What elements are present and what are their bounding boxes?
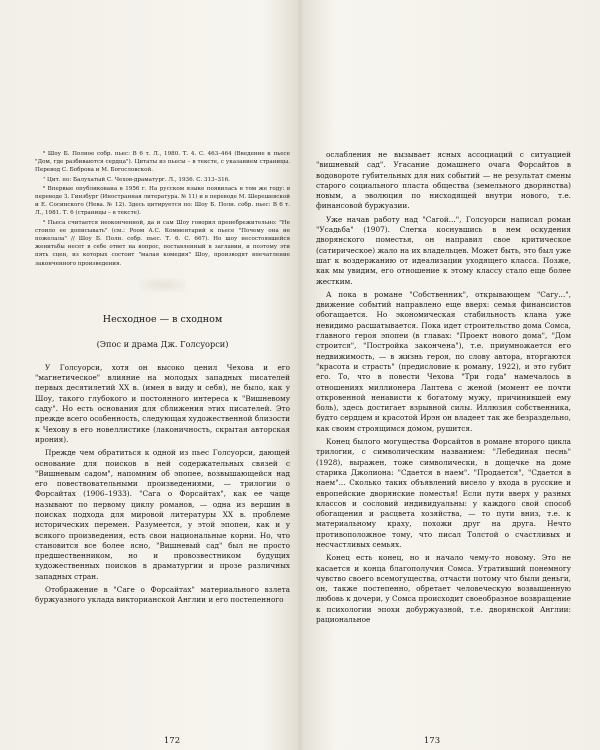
paragraph: Прежде чем обратиться к одной из пьес Голсуорси, дающей основание для поисков в ней содержательных связей с "Вишневым садом", напомним об эпопее, возвышающейся над его повествовательными произведениями, — трилогии о Форсайтах (1906–1933). "Сага о Форсайтах", как ее чаще называют по первому циклу романов, — одна из вершин в поисках подхода для мировой литературы XX в. проблеме исторических перемен. Разумеется, у этой эпопеи, как и у всякого произведения, есть свои национальные корни. Но, что становится все более ясно, "Вишневый сад" был не просто предшественником, но и провозвестником будущих художественных поисков в драматургии и прозе различных западных стран. — [35, 448, 290, 581]
paragraph: У Голсуорси, хотя он высоко ценил Чехова и его "магнетическое" влияние на молодых западных писателей первых десятилетий XX в. (имея в виду и себя), не было, как у Шоу, такого глубокого и постоянного интереса к "Вишневому саду". Но есть основания для сближения этих писателей. Это прежде всего особенность, следующая художественной близости к Чехову в его новеллистике (лаконичность, скрытая авторская ирония). — [35, 362, 290, 444]
paragraph: А пока в романе "Собственник", открывающем "Сагу...", движение событий направлено еще вверх: семья финансистов обогащается. Но экономическая стабильность клана уже невидимо расшатывается. Пока идет строительство дома Сомса, главного героя эпопеи (в главах: "Проект нового дома", "Дом строится", "Постройка закончена"), т.е. приумножается его недвижимость, — в жизнь героя, по слову автора, вторгаются "красота и страсть" (предисловие к роману, 1922), и это губит его. То, что в повести Чехова "Три года" намечалось в отношениях миллионера Лаптева с женой (момент ее почти откровенной ненависти к богатому мужу, причинившей ему боль), здесь достигает взрывной силы. Иллюзия собственника, будто сердцем и красотой Ирэн он владеет так же безраздельно, как своим строящимся домом, рушится. — [316, 289, 571, 433]
chapter-subheading: (Эпос и драма Дж. Голсуорси) — [96, 338, 229, 349]
footnote: ⁹ Пьеса считается неоконченной, да и сам Шоу говорил пренебрежительно: "Не стоило ее дописывать" (см.: Роом А.С. Комментарий к пьесе "Почему она не пожелала" // Шоу Б. Полн. собр. пьес. Т. 6. С. 667). Но шоу несостоявшейся женитьбы несет в себе ответ на вопрос, поставленный в заглавии, и поэтому эти пять сцен, из которых состоит "малая комедия" Шоу, производят впечатление законченного произведения. — [35, 219, 290, 267]
footnote: ⁷ Цит. по: Балухатый С. Чехов-драматург. Л., 1936. С. 313–316. — [43, 176, 230, 183]
right-body-text — [316, 150, 571, 625]
page-number-right: 173 — [423, 736, 441, 746]
right-page — [316, 150, 571, 625]
page-number-left: 172 — [163, 736, 181, 746]
footnote: ⁶ Шоу Б. Полное собр. пьес: В 6 т. Л., 1980. Т. 4. С. 463–464 (Введение к пьесе "Дом, где разбиваются сердца"). Цитаты из пьесы – в тексте, с указанием страницы. Перевод С. Боброва и М. Богословской. — [35, 151, 290, 174]
footnote: ⁸ Впервые опубликована в 1956 г. На русском языке появилась в том же году: в переводе З. Гинзбург (Иностранная литература. № 11) и в переводе М. Шерешевской и Е. Сосинского (Нева. № 12). Здесь цитируется по: Шоу Б. Полн. собр. пьес: В 6 т. Л., 1981. Т. 6 (страницы – в тексте). — [35, 185, 290, 217]
paragraph: Конец есть конец, но и начало чему-то новому. Это не касается и конца благополучия Сомса. Утративший понемногу чувство своего всемогущества, отчасти потому что были деньги, он, также постепенно, обретает человеческую возвышенную любовь к дочери, у Сомса происходит своеобразное возвращение к психологии эпохи добуржуазной, т.е. дворянской Англии: рациональное — [316, 553, 571, 625]
paragraph: Уже начав работу над "Сагой...", Голсуорси написал роман "Усадьба" (1907). Слегка коснувшись в нем оскудения дворянского поместья, он направил свое критическое (сатирическое) жало на их владельцев. Может быть, это был уже шаг к воздержанию от идеализации уходящего класса. Позже, как мы увидим, его отношение к этому классу стало еще более жестким. — [316, 214, 571, 286]
paragraph: ослабления не вызывает ясных ассоциаций с ситуацией "вишневый сад". Угасание домашнего очага Форсайтов в водовороте губительных для них событий — не результат смены старого социального пласта общества (земельного дворянства) новым, а эволюция по нисходящей внутри нового, т.е. финансовой буржуазии. — [316, 150, 571, 211]
chapter-heading: Несходное — в сходном — [102, 313, 223, 325]
paragraph: Конец былого могущества Форсайтов в романе второго цикла трилогии, с символическим названием: "Лебединая песнь" (1928), выражен, тоже символически, в дощечке на доме старика Джолиона: "Сдается в наем". "Продается", "Сдается в наем"... Сколько таких объявлений висело у входа в русские и европейские дворянские поместья! Если пути вверх у разных классов и сословий индивидуальны: у каждого свой способ обогащения и расцвета хозяйства, — то пути вниз, т.е. к материальному краху, похожи друг на друга. Нечто противоположное тому, что писал Толстой о счастливых и несчастливых семьях. — [316, 437, 571, 549]
left-body-text — [35, 363, 290, 606]
footnotes — [35, 150, 290, 268]
paragraph: Отображение в "Саге о Форсайтах" материального взлета буржуазного уклада викторианской Англии и его постепенного — [35, 585, 290, 605]
section-ornament — [140, 278, 186, 292]
left-page — [35, 150, 290, 606]
